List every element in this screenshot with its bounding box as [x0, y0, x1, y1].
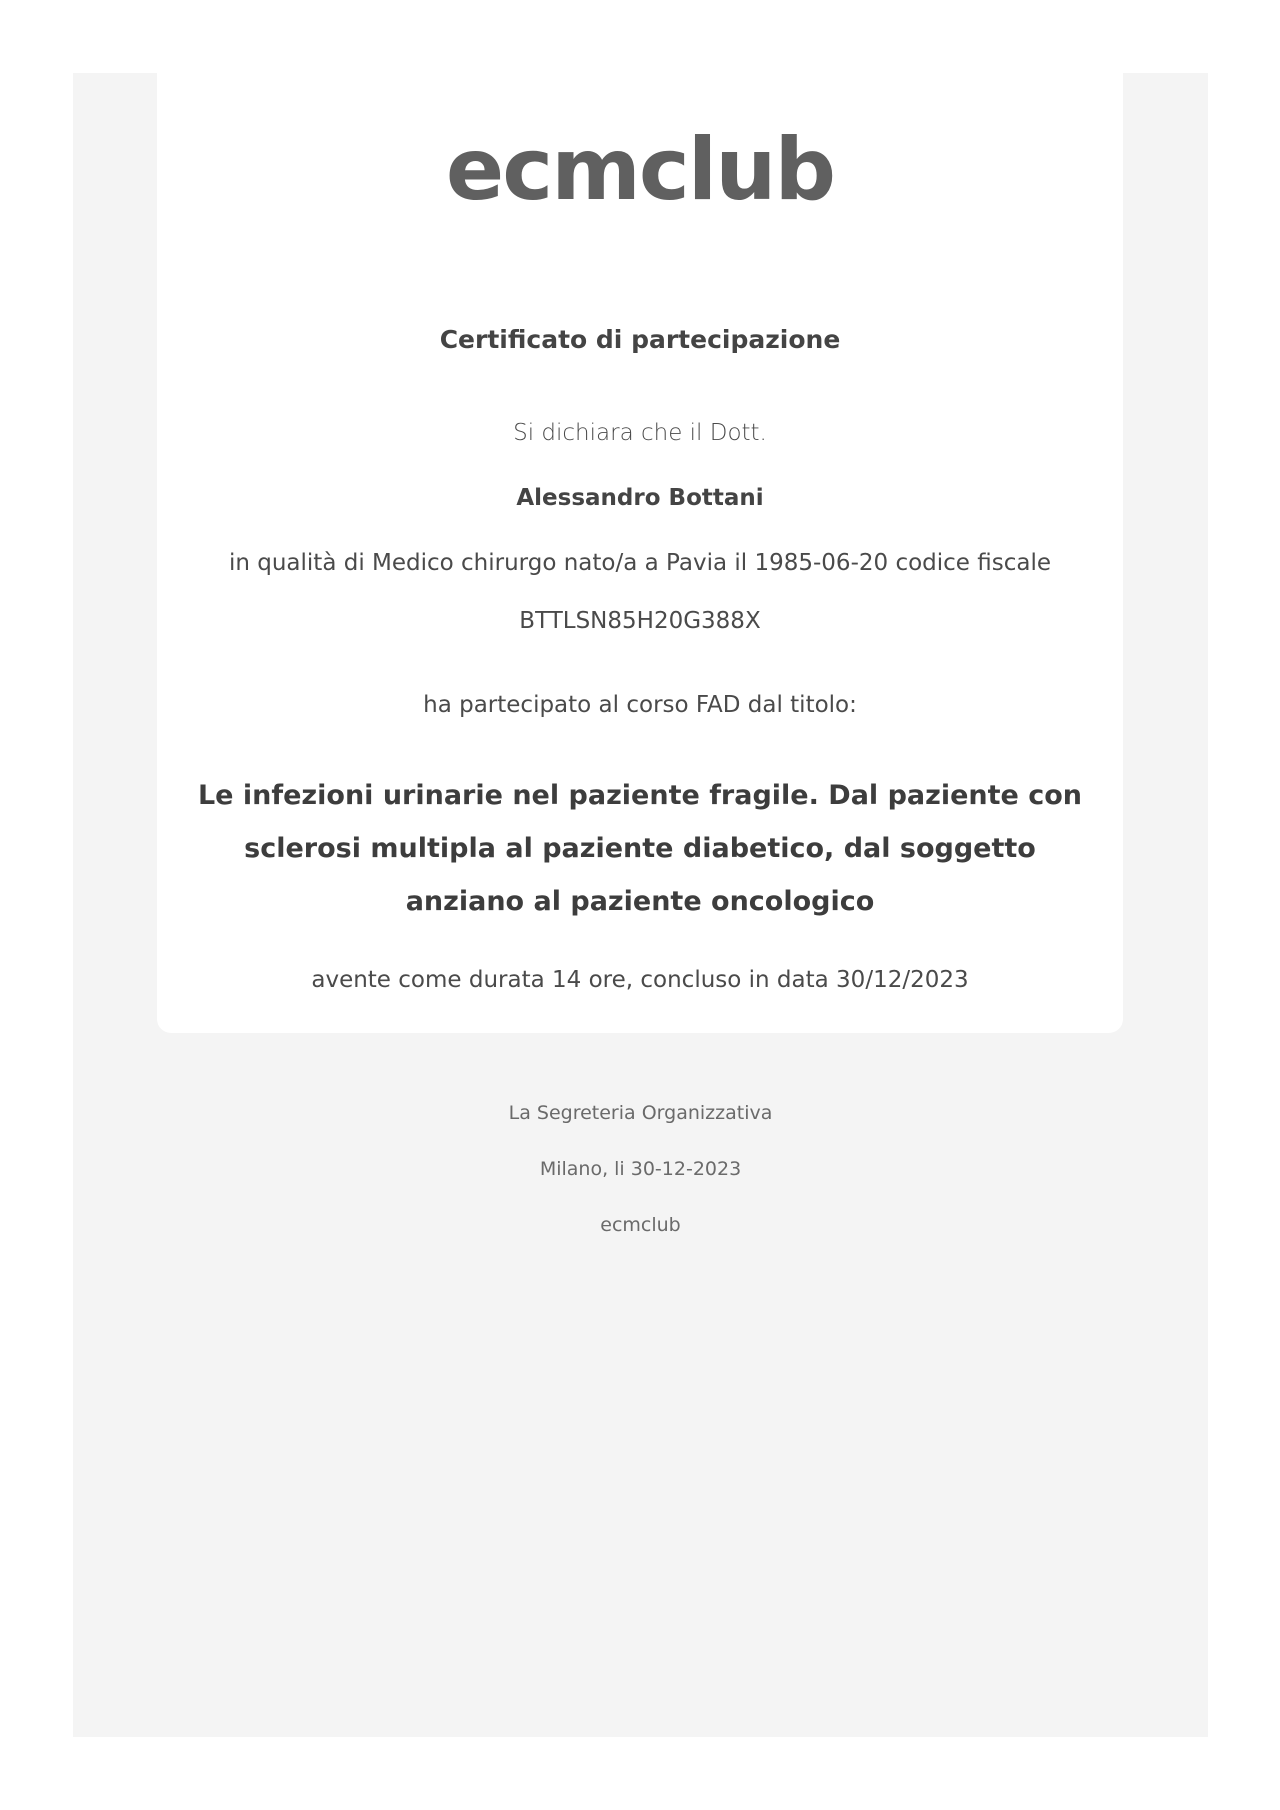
certificate-title: Certificato di partecipazione: [439, 325, 841, 354]
place-date: Milano, li 30-12-2023: [539, 1158, 742, 1180]
course-title: Le infezioni urinarie nel paziente fragile. Dal paziente con sclerosi multipla al paziente diabetico, dal soggetto anziano al paziente oncologico: [197, 780, 1083, 917]
declaration-text: Si dichiara che il Dott.: [513, 420, 767, 446]
fiscal-code: BTTLSN85H20G388X: [519, 608, 761, 634]
signature-text: ecmclub: [600, 1214, 681, 1236]
ecmclub-logo: ecmclub: [445, 120, 835, 220]
organizer-label: La Segreteria Organizzativa: [508, 1102, 773, 1124]
participant-name: Alessandro Bottani: [516, 485, 764, 511]
duration-text: avente come durata 14 ore, concluso in data 30/12/2023: [311, 967, 969, 993]
role-birth-line: in qualità di Medico chirurgo nato/a a Pavia il 1985-06-20 codice fiscale: [228, 550, 1052, 576]
participation-text: ha partecipato al corso FAD dal titolo:: [423, 692, 857, 718]
certificate-card: [157, 73, 1123, 1033]
